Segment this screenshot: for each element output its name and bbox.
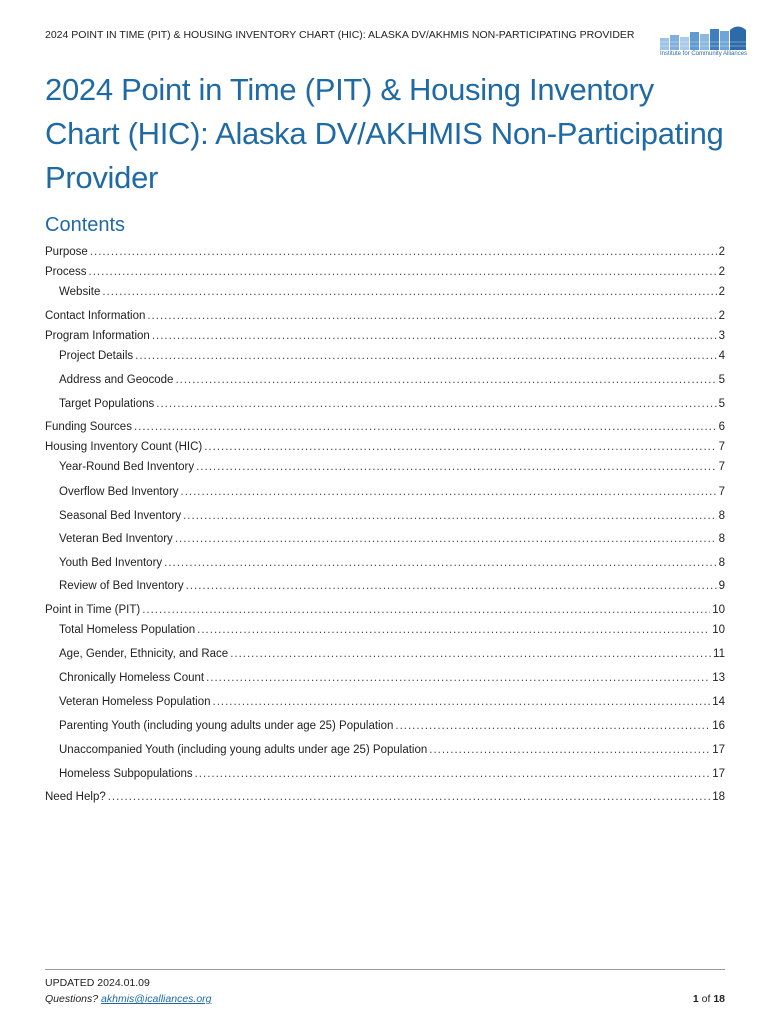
toc-entry-label: Youth Bed Inventory xyxy=(59,557,163,569)
toc-leader-dots xyxy=(206,672,710,684)
toc-entry[interactable] xyxy=(59,286,725,302)
toc-entry-label: Veteran Bed Inventory xyxy=(59,533,173,545)
page-total: 18 xyxy=(713,993,725,1005)
toc-leader-dots xyxy=(429,744,710,756)
toc-entry-label: Need Help? xyxy=(45,791,106,803)
toc-entry-page: 17 xyxy=(712,744,725,756)
toc-entry-page: 2 xyxy=(718,310,725,322)
toc-entry-page: 5 xyxy=(718,374,725,386)
ica-logo xyxy=(660,24,748,60)
toc-entry-page: 18 xyxy=(712,791,725,803)
toc-entry[interactable] xyxy=(59,672,725,688)
document-title: 2024 Point in Time (PIT) & Housing Inventory Chart (HIC): Alaska DV/AKHMIS Non-Participating Provider xyxy=(45,72,724,195)
toc-entry-page: 8 xyxy=(718,510,725,522)
toc-entry-label: Parenting Youth (including young adults under age 25) Population xyxy=(59,720,394,732)
toc-leader-dots xyxy=(135,350,716,362)
toc-entry[interactable] xyxy=(45,604,725,620)
toc-entry[interactable] xyxy=(59,557,725,573)
toc-entry-page: 10 xyxy=(712,624,725,636)
toc-entry[interactable] xyxy=(59,398,725,414)
toc-leader-dots xyxy=(181,486,717,498)
toc-leader-dots xyxy=(142,604,710,616)
toc-leader-dots xyxy=(152,330,717,342)
support-email-link[interactable]: akhmis@icalliances.org xyxy=(101,993,212,1005)
toc-entry-label: Target Populations xyxy=(59,398,155,410)
toc-entry[interactable] xyxy=(59,486,725,502)
logo-text: Institute for Community Alliances xyxy=(660,51,748,57)
toc-entry-label: Project Details xyxy=(59,350,134,362)
toc-entry-page: 10 xyxy=(712,604,725,616)
toc-entry-page: 2 xyxy=(718,286,725,298)
toc-leader-dots xyxy=(175,374,716,386)
toc-entry-label: Contact Information xyxy=(45,310,146,322)
toc-entry[interactable] xyxy=(59,461,725,477)
toc-entry-page: 7 xyxy=(718,486,725,498)
questions-label: Questions? xyxy=(45,993,99,1005)
toc-entry[interactable] xyxy=(59,580,725,596)
toc-entry[interactable] xyxy=(45,441,725,457)
toc-entry-label: Funding Sources xyxy=(45,421,132,433)
footer-updated: UPDATED 2024.01.09 xyxy=(45,977,150,989)
toc-entry-label: Year-Round Bed Inventory xyxy=(59,461,195,473)
toc-entry-label: Housing Inventory Count (HIC) xyxy=(45,441,203,453)
toc-entry-page: 3 xyxy=(718,330,725,342)
toc-leader-dots xyxy=(108,791,710,803)
footer-questions xyxy=(45,993,212,1005)
toc-entry-page: 8 xyxy=(718,557,725,569)
toc-entry-label: Point in Time (PIT) xyxy=(45,604,141,616)
toc-entry[interactable] xyxy=(45,310,725,326)
toc-entry[interactable] xyxy=(59,696,725,712)
toc-entry-label: Unaccompanied Youth (including young adults under age 25) Population xyxy=(59,744,428,756)
footer-divider xyxy=(45,969,725,970)
toc-entry-label: Age, Gender, Ethnicity, and Race xyxy=(59,648,229,660)
toc-entry-page: 5 xyxy=(718,398,725,410)
toc-entry-page: 9 xyxy=(718,580,725,592)
toc-leader-dots xyxy=(183,510,716,522)
contents-heading: Contents xyxy=(45,214,126,236)
toc-entry-page: 14 xyxy=(712,696,725,708)
page-current: 1 xyxy=(692,993,699,1005)
toc-entry-label: Seasonal Bed Inventory xyxy=(59,510,182,522)
toc-entry[interactable] xyxy=(45,266,725,282)
toc-leader-dots xyxy=(102,286,716,298)
toc-leader-dots xyxy=(197,624,710,636)
toc-leader-dots xyxy=(147,310,716,322)
toc-leader-dots xyxy=(230,648,711,660)
toc-entry-page: 2 xyxy=(718,246,725,258)
page-number xyxy=(640,993,725,1005)
toc-entry[interactable] xyxy=(59,350,725,366)
toc-leader-dots xyxy=(134,421,717,433)
toc-leader-dots xyxy=(175,533,717,545)
toc-leader-dots xyxy=(156,398,716,410)
toc-entry-label: Homeless Subpopulations xyxy=(59,768,193,780)
toc-entry-page: 8 xyxy=(718,533,725,545)
toc-entry-page: 11 xyxy=(713,648,725,660)
toc-leader-dots xyxy=(90,246,717,258)
toc-entry[interactable] xyxy=(59,374,725,390)
toc-entry-label: Process xyxy=(45,266,87,278)
page-of: of xyxy=(701,993,711,1005)
toc-entry[interactable] xyxy=(59,624,725,640)
toc-entry-label: Program Information xyxy=(45,330,150,342)
toc-entry-label: Overflow Bed Inventory xyxy=(59,486,179,498)
toc-entry[interactable] xyxy=(59,720,725,736)
toc-entry-page: 4 xyxy=(718,350,725,362)
toc-entry[interactable] xyxy=(59,744,725,760)
toc-entry[interactable] xyxy=(45,421,725,437)
toc-entry-page: 7 xyxy=(718,461,725,473)
toc-entry-page: 2 xyxy=(718,266,725,278)
toc-entry-page: 17 xyxy=(712,768,725,780)
logo-skyline-icon xyxy=(660,24,748,50)
toc-leader-dots xyxy=(89,266,717,278)
toc-leader-dots xyxy=(196,461,716,473)
toc-leader-dots xyxy=(164,557,716,569)
toc-entry-label: Review of Bed Inventory xyxy=(59,580,184,592)
toc-leader-dots xyxy=(195,768,711,780)
toc-entry[interactable] xyxy=(45,330,725,346)
toc-entry-label: Website xyxy=(59,286,101,298)
toc-entry[interactable] xyxy=(59,768,725,784)
toc-entry-page: 6 xyxy=(718,421,725,433)
toc-entry-label: Veteran Homeless Population xyxy=(59,696,211,708)
toc-entry[interactable] xyxy=(59,648,725,664)
toc-entry-label: Purpose xyxy=(45,246,88,258)
toc-entry-label: Total Homeless Population xyxy=(59,624,196,636)
toc-entry-page: 7 xyxy=(718,441,725,453)
toc-entry[interactable] xyxy=(59,510,725,526)
toc-entry-label: Chronically Homeless Count xyxy=(59,672,205,684)
running-header: 2024 POINT IN TIME (PIT) & HOUSING INVENTORY CHART (HIC): ALASKA DV/AKHMIS NON-PARTICIPATING PROVIDER xyxy=(45,29,635,41)
toc-entry-label: Address and Geocode xyxy=(59,374,174,386)
toc-leader-dots xyxy=(186,580,717,592)
toc-leader-dots xyxy=(204,441,716,453)
toc-entry[interactable] xyxy=(45,791,725,807)
toc-entry[interactable] xyxy=(45,246,725,262)
toc-leader-dots xyxy=(395,720,710,732)
toc-entry-page: 16 xyxy=(712,720,725,732)
toc-entry-page: 13 xyxy=(712,672,725,684)
toc-leader-dots xyxy=(213,696,711,708)
toc-entry[interactable] xyxy=(59,533,725,549)
